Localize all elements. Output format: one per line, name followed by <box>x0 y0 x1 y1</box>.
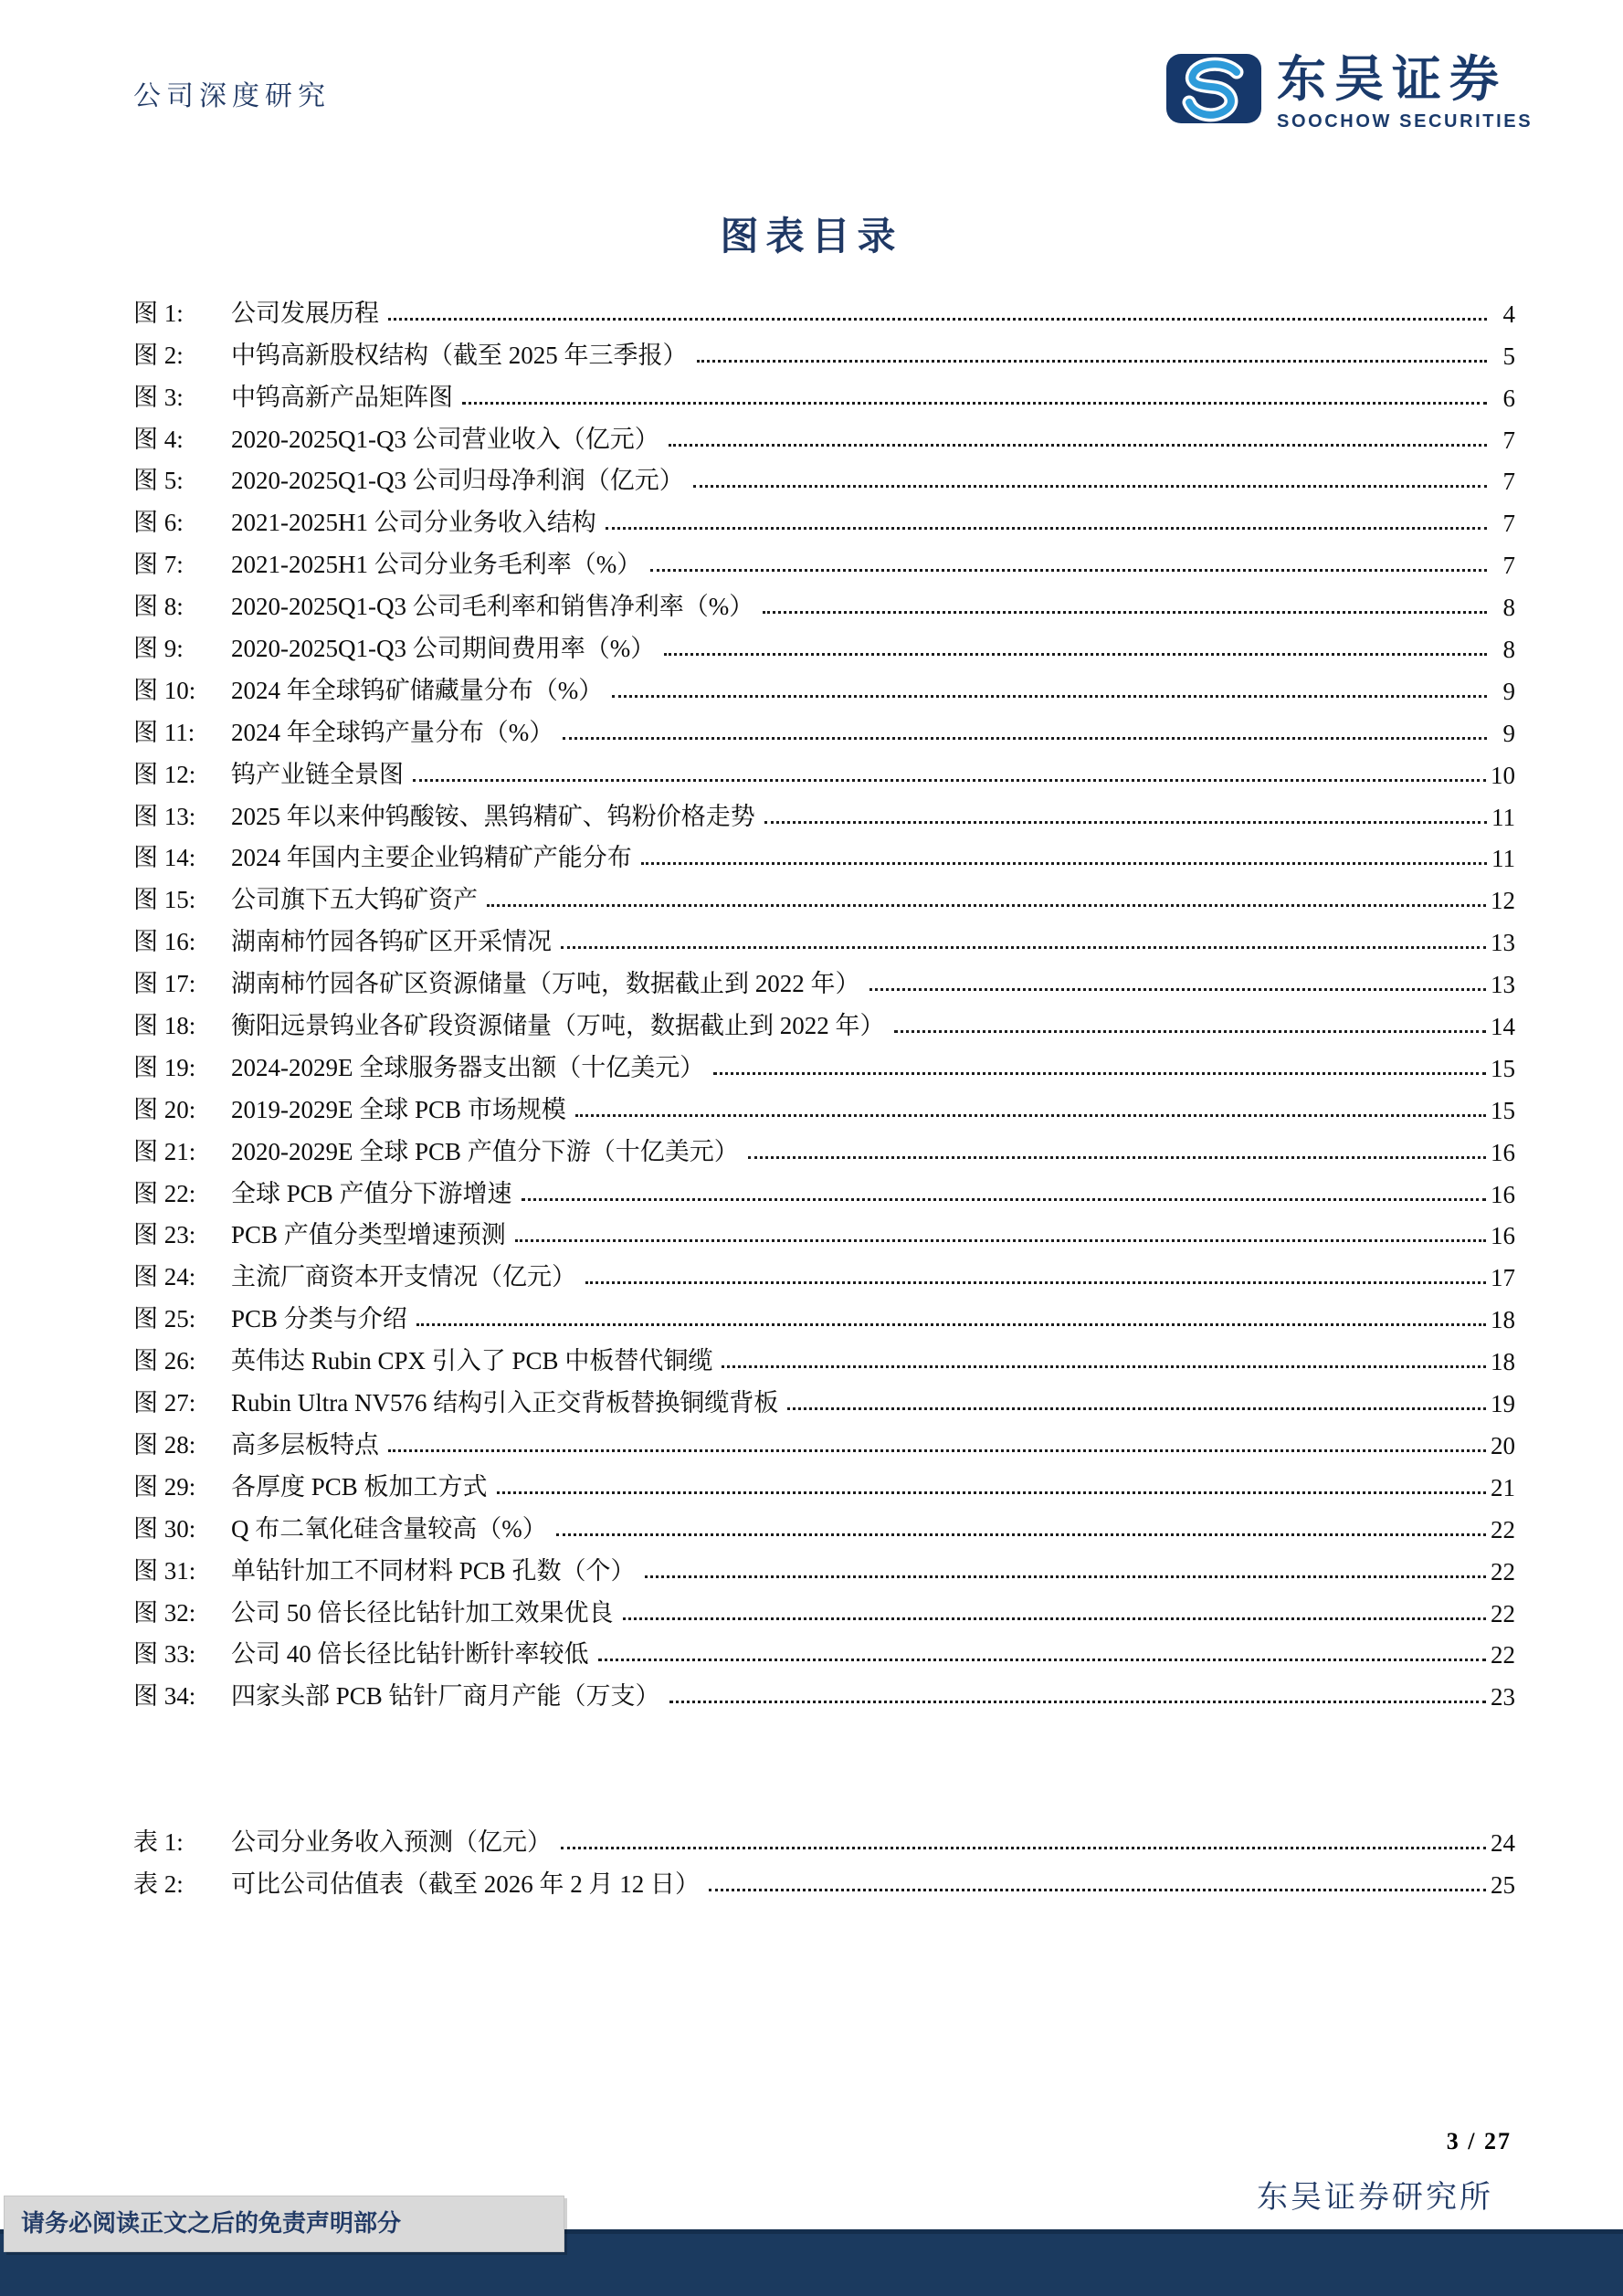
toc-dot-leader <box>388 1449 1486 1452</box>
toc-row-page: 8 <box>1502 594 1515 622</box>
toc-figure-row[interactable] <box>133 873 1515 915</box>
toc-row-title: 高多层板特点 <box>231 1430 379 1459</box>
toc-row-title: PCB 产值分类型增速预测 <box>231 1221 506 1249</box>
toc-row-label: 图 21: <box>133 1137 196 1165</box>
toc-row-label: 图 22: <box>133 1179 196 1207</box>
toc-row-label: 图 2: <box>133 341 184 369</box>
toc-row-page: 9 <box>1502 719 1515 747</box>
toc-row-label: 图 31: <box>133 1556 196 1585</box>
toc-row-title: 湖南柿竹园各矿区资源储量（万吨，数据截止到 2022 年） <box>231 970 860 998</box>
toc-figure-row[interactable] <box>133 1628 1515 1670</box>
toc-row-label: 图 16: <box>133 928 196 956</box>
toc-dot-leader <box>561 946 1486 949</box>
toc-table-list <box>133 1816 1515 1900</box>
toc-row-label: 图 13: <box>133 802 196 830</box>
footer-research-institute: 东吴证券研究所 <box>1257 2181 1493 2215</box>
toc-row-title: 2021-2025H1 公司分业务毛利率（%） <box>231 551 642 579</box>
toc-figure-row[interactable] <box>133 1125 1515 1167</box>
toc-dot-leader <box>575 1114 1486 1117</box>
toc-row-title: 2024 年全球钨矿储藏量分布（%） <box>231 676 604 704</box>
toc-table-row[interactable] <box>133 1858 1515 1900</box>
toc-row-page: 20 <box>1491 1431 1515 1459</box>
toc-dot-leader <box>650 569 1487 572</box>
toc-row-title: 2020-2025Q1-Q3 公司归母净利润（亿元） <box>231 467 684 495</box>
soochow-logo-icon <box>1165 53 1262 124</box>
toc-dot-leader <box>497 1491 1486 1494</box>
disclaimer-box: 请务必阅读正文之后的免责声明部分 <box>4 2196 564 2252</box>
toc-dot-leader <box>664 653 1487 656</box>
toc-row-title: 2024 年全球钨产量分布（%） <box>231 718 554 746</box>
toc-row-title: 全球 PCB 产值分下游增速 <box>231 1179 512 1207</box>
toc-row-title: 中钨高新产品矩阵图 <box>231 383 453 411</box>
toc-row-page: 12 <box>1491 887 1515 915</box>
toc-row-label: 图 17: <box>133 970 196 998</box>
toc-row-title: 中钨高新股权结构（截至 2025 年三季报） <box>231 341 688 369</box>
toc-row-title: 公司 50 倍长径比钻针加工效果优良 <box>231 1598 614 1627</box>
toc-row-label: 图 7: <box>133 551 184 579</box>
toc-figure-row[interactable] <box>133 706 1515 748</box>
toc-row-label: 图 26: <box>133 1347 196 1375</box>
footer-page-indicator: 3 / 27 <box>1446 2128 1512 2154</box>
toc-row-label: 图 5: <box>133 467 184 495</box>
toc-row-label: 图 12: <box>133 760 196 788</box>
toc-dot-leader <box>669 444 1487 447</box>
toc-figure-row[interactable] <box>133 1250 1515 1292</box>
toc-dot-leader <box>869 988 1487 991</box>
toc-row-title: 英伟达 Rubin CPX 引入了 PCB 中板替代铜缆 <box>231 1347 713 1375</box>
toc-figure-row[interactable] <box>133 1669 1515 1711</box>
toc-dot-leader <box>764 821 1487 824</box>
toc-row-page: 19 <box>1491 1390 1515 1418</box>
toc-row-label: 图 8: <box>133 593 184 621</box>
toc-row-label: 表 2: <box>133 1869 184 1898</box>
toc-figure-row[interactable] <box>133 1460 1515 1502</box>
toc-dot-leader <box>522 1198 1486 1201</box>
toc-row-page: 7 <box>1502 468 1515 496</box>
toc-dot-leader <box>606 527 1487 530</box>
toc-dot-leader <box>748 1156 1486 1159</box>
toc-row-page: 22 <box>1491 1641 1515 1669</box>
toc-row-title: 2025 年以来仲钨酸铵、黑钨精矿、钨粉价格走势 <box>231 802 755 830</box>
toc-figure-row[interactable] <box>133 329 1515 371</box>
toc-row-page: 5 <box>1502 342 1515 370</box>
toc-figure-row[interactable] <box>133 790 1515 832</box>
toc-row-label: 图 23: <box>133 1221 196 1249</box>
toc-row-page: 7 <box>1502 426 1515 454</box>
toc-dot-leader <box>556 1533 1486 1536</box>
toc-dot-leader <box>787 1407 1486 1410</box>
toc-figure-row[interactable] <box>133 1209 1515 1251</box>
toc-figure-list <box>133 287 1515 1711</box>
toc-row-page: 22 <box>1491 1599 1515 1627</box>
toc-row-label: 图 33: <box>133 1640 196 1669</box>
toc-row-page: 23 <box>1491 1683 1515 1711</box>
toc-row-label: 图 19: <box>133 1053 196 1081</box>
toc-row-page: 17 <box>1491 1264 1515 1292</box>
toc-dot-leader <box>515 1239 1486 1242</box>
toc-row-title: 2020-2025Q1-Q3 公司毛利率和销售净利率（%） <box>231 593 754 621</box>
report-type-label: 公司深度研究 <box>133 81 331 111</box>
toc-dot-leader <box>709 1889 1486 1891</box>
toc-row-page: 18 <box>1491 1348 1515 1376</box>
toc-row-title: 钨产业链全景图 <box>231 760 404 788</box>
toc-figure-row[interactable] <box>133 496 1515 538</box>
toc-row-label: 图 18: <box>133 1012 196 1040</box>
toc-row-label: 图 20: <box>133 1095 196 1123</box>
toc-row-label: 图 29: <box>133 1472 196 1501</box>
toc-row-title: 主流厂商资本开支情况（亿元） <box>231 1263 576 1291</box>
toc-figure-row[interactable] <box>133 1376 1515 1418</box>
toc-figure-row[interactable] <box>133 957 1515 999</box>
toc-row-title: 2020-2029E 全球 PCB 产值分下游（十亿美元） <box>231 1137 739 1165</box>
toc-row-page: 22 <box>1491 1515 1515 1543</box>
brand-name-en: SOOCHOW SECURITIES <box>1277 111 1533 132</box>
toc-figure-row[interactable] <box>133 832 1515 874</box>
toc-figure-row[interactable] <box>133 999 1515 1041</box>
toc-row-label: 图 30: <box>133 1514 196 1543</box>
toc-row-title: 公司分业务收入预测（亿元） <box>231 1827 552 1856</box>
toc-row-title: 四家头部 PCB 钻针厂商月产能（万支） <box>231 1682 660 1711</box>
toc-row-title: 可比公司估值表（截至 2026 年 2 月 12 日） <box>231 1869 700 1898</box>
toc-row-page: 24 <box>1491 1828 1515 1857</box>
toc-figure-row[interactable] <box>133 1083 1515 1125</box>
toc-row-page: 25 <box>1491 1870 1515 1899</box>
toc-row-label: 图 14: <box>133 844 196 872</box>
toc-figure-row[interactable] <box>133 1167 1515 1209</box>
toc-row-label: 图 25: <box>133 1305 196 1333</box>
toc-figure-row[interactable] <box>133 371 1515 413</box>
toc-dot-leader <box>487 904 1486 907</box>
toc-row-label: 图 32: <box>133 1598 196 1627</box>
toc-row-page: 13 <box>1491 971 1515 999</box>
toc-dot-leader <box>697 360 1488 363</box>
toc-row-title: 公司旗下五大钨矿资产 <box>231 886 478 914</box>
toc-row-label: 图 15: <box>133 886 196 914</box>
toc-row-page: 8 <box>1502 636 1515 664</box>
toc-row-title: 衡阳远景钨业各矿段资源储量（万吨，数据截止到 2022 年） <box>231 1012 885 1040</box>
toc-dot-leader <box>563 737 1487 740</box>
toc-row-page: 9 <box>1502 677 1515 705</box>
toc-dot-leader <box>894 1030 1487 1033</box>
toc-row-label: 图 3: <box>133 383 184 411</box>
toc-dot-leader <box>612 695 1487 698</box>
toc-figure-row[interactable] <box>133 1418 1515 1460</box>
toc-row-label: 图 1: <box>133 299 184 327</box>
toc-dot-leader <box>623 1617 1487 1620</box>
toc-dot-leader <box>763 611 1487 614</box>
toc-dot-leader <box>713 1072 1486 1075</box>
toc-row-page: 21 <box>1491 1473 1515 1501</box>
toc-dot-leader <box>416 1323 1486 1326</box>
toc-figure-row[interactable] <box>133 413 1515 455</box>
toc-dot-leader <box>598 1659 1487 1661</box>
toc-figure-row[interactable] <box>133 580 1515 622</box>
toc-dot-leader <box>669 1701 1486 1703</box>
toc-row-title: 2019-2029E 全球 PCB 市场规模 <box>231 1095 566 1123</box>
toc-row-page: 7 <box>1502 510 1515 538</box>
toc-row-label: 图 11: <box>133 718 195 746</box>
toc-row-page: 10 <box>1491 761 1515 789</box>
toc-row-label: 图 4: <box>133 425 184 453</box>
toc-row-label: 图 6: <box>133 509 184 537</box>
toc-title: 图表目录 <box>720 216 903 258</box>
toc-row-title: 2021-2025H1 公司分业务收入结构 <box>231 509 596 537</box>
toc-row-title: 单钻针加工不同材料 PCB 孔数（个） <box>231 1556 636 1585</box>
toc-figure-row[interactable] <box>133 915 1515 957</box>
toc-dot-leader <box>585 1281 1486 1284</box>
toc-row-title: PCB 分类与介绍 <box>231 1305 407 1333</box>
toc-dot-leader <box>645 1575 1486 1578</box>
toc-row-title: Q 布二氧化硅含量较高（%） <box>231 1514 547 1543</box>
toc-row-title: 2024 年国内主要企业钨精矿产能分布 <box>231 844 632 872</box>
toc-row-title: 公司 40 倍长径比钻针断针率较低 <box>231 1640 589 1669</box>
toc-dot-leader <box>388 318 1487 321</box>
toc-figure-row[interactable] <box>133 455 1515 497</box>
toc-figure-row[interactable] <box>133 622 1515 664</box>
toc-figure-row[interactable] <box>133 1292 1515 1334</box>
toc-row-title: 各厚度 PCB 板加工方式 <box>231 1472 488 1501</box>
toc-figure-row[interactable] <box>133 1502 1515 1544</box>
toc-row-page: 15 <box>1491 1096 1515 1124</box>
toc-row-title: Rubin Ultra NV576 结构引入正交背板替换铜缆背板 <box>231 1389 779 1417</box>
toc-row-label: 表 1: <box>133 1827 184 1856</box>
brand-name-cn: 东吴证券 <box>1277 52 1507 107</box>
toc-row-page: 13 <box>1491 929 1515 957</box>
toc-row-label: 图 27: <box>133 1389 196 1417</box>
toc-row-page: 6 <box>1502 384 1515 412</box>
toc-row-label: 图 9: <box>133 635 184 663</box>
toc-row-title: 2020-2025Q1-Q3 公司期间费用率（%） <box>231 635 656 663</box>
toc-row-page: 16 <box>1491 1138 1515 1166</box>
toc-row-label: 图 10: <box>133 676 196 704</box>
toc-row-title: 2024-2029E 全球服务器支出额（十亿美元） <box>231 1053 705 1081</box>
toc-row-title: 湖南柿竹园各钨矿区开采情况 <box>231 928 552 956</box>
toc-dot-leader <box>462 402 1487 405</box>
toc-figure-row[interactable] <box>133 748 1515 790</box>
toc-row-page: 11 <box>1491 803 1515 831</box>
toc-figure-row[interactable] <box>133 664 1515 706</box>
toc-table-row[interactable] <box>133 1816 1515 1858</box>
toc-row-page: 4 <box>1502 300 1515 328</box>
toc-row-page: 18 <box>1491 1306 1515 1334</box>
toc-row-title: 公司发展历程 <box>231 299 379 327</box>
toc-row-page: 15 <box>1491 1054 1515 1082</box>
toc-figure-row[interactable] <box>133 1586 1515 1628</box>
toc-figure-row[interactable] <box>133 1041 1515 1083</box>
toc-row-label: 图 34: <box>133 1682 196 1711</box>
toc-row-page: 22 <box>1491 1557 1515 1585</box>
toc-figure-row[interactable] <box>133 287 1515 329</box>
toc-row-page: 7 <box>1502 552 1515 580</box>
toc-row-page: 16 <box>1491 1180 1515 1208</box>
toc-row-label: 图 28: <box>133 1430 196 1459</box>
toc-row-page: 11 <box>1491 845 1515 873</box>
toc-row-page: 16 <box>1491 1222 1515 1250</box>
toc-row-label: 图 24: <box>133 1263 196 1291</box>
toc-dot-leader <box>413 779 1486 782</box>
toc-row-title: 2020-2025Q1-Q3 公司营业收入（亿元） <box>231 425 659 453</box>
toc-dot-leader <box>693 485 1487 488</box>
toc-dot-leader <box>641 862 1487 865</box>
toc-figure-row[interactable] <box>133 1544 1515 1586</box>
brand-logo <box>1165 53 1533 132</box>
toc-dot-leader <box>561 1847 1486 1849</box>
toc-figure-row[interactable] <box>133 1334 1515 1376</box>
toc-row-page: 14 <box>1491 1013 1515 1041</box>
toc-dot-leader <box>722 1365 1486 1368</box>
toc-figure-row[interactable] <box>133 538 1515 580</box>
